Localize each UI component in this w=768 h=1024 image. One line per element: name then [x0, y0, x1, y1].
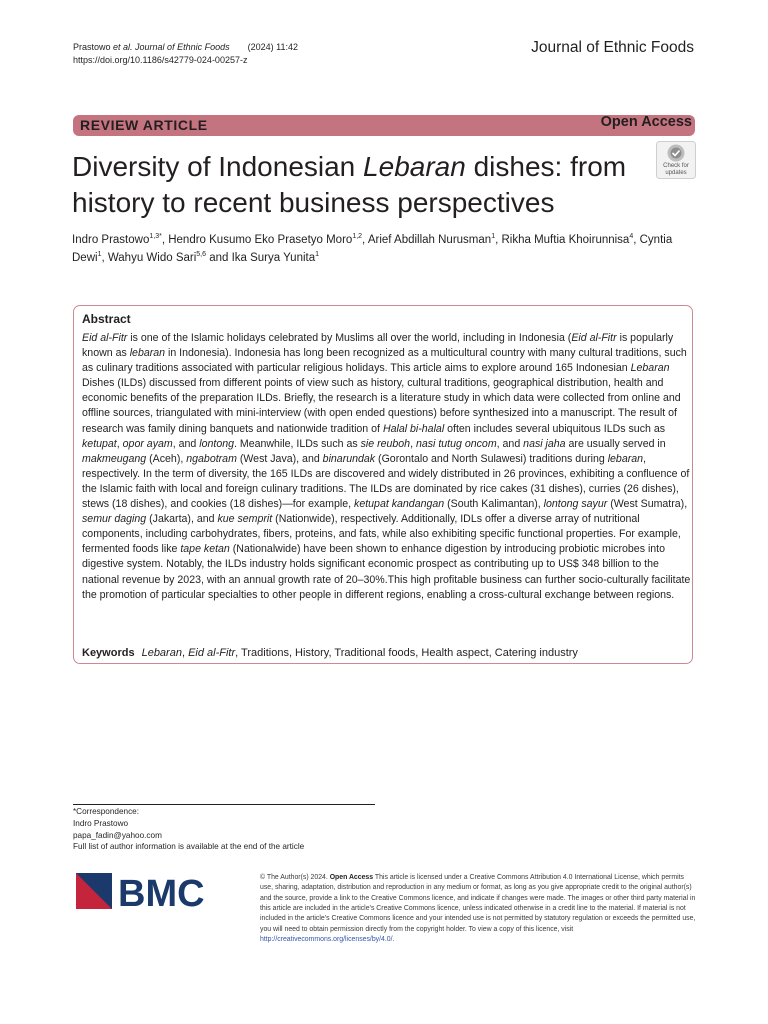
abstract-heading: Abstract — [82, 312, 131, 326]
author-separator: , — [362, 234, 368, 246]
author-list — [72, 231, 698, 267]
author-separator: , — [633, 234, 640, 246]
article-title — [72, 149, 662, 221]
abstract-segment: semur daging — [82, 513, 147, 526]
bmc-logo-icon — [76, 873, 216, 913]
author-affiliation: 1 — [491, 233, 496, 240]
author-name: Ika Surya Yunita — [231, 252, 316, 264]
abstract-segment: often includes several ubiquitous ILDs such as — [444, 422, 666, 435]
open-access-label: Open Access — [600, 114, 692, 130]
license-open-access: Open Access — [329, 874, 374, 881]
author-name: Cyntia Dewi — [72, 234, 673, 264]
header-year-volume: (2024) 11:42 — [247, 42, 298, 52]
abstract-segment: Eid al-Fitr — [571, 332, 617, 344]
abstract-segment: nasi jaha — [523, 437, 566, 450]
article-type-banner — [73, 115, 695, 136]
abstract-segment: (Nationalwide) have been shown to enhance digestion by introducing probiotic microbes into digestive system. Notably, the ILDs industry holds significant economic prospect as contributing up to US$ 348 billion to the national revenue by 2023, with an annual growth rate of 20–30%.This high profitable business can further socio-culturally facilitate the promotion of particular specialties to other people in different regions, enabling a cross-cultural exchange between regions. — [82, 543, 691, 601]
abstract-segment: binarundak — [322, 452, 376, 465]
title-part-2: dishes: from history to recent business perspectives — [72, 151, 627, 218]
keyword-segment: , — [181, 647, 189, 659]
author-affiliation: 5,6 — [196, 251, 206, 258]
abstract-segment: Dishes (ILDs) discussed from different points of view such as history, cultural traditions, geographical distribution, health and economic benefits of the preparation ILDs. Briefly, the research is a literature study in which data were collected from online and offline sources, triangulated with mini-interview (with open ended questions) before synthesized into a manuscript. The result of research was family dining banquets and nationwide tradition of — [82, 377, 681, 435]
header-author: Prastowo — [73, 42, 114, 52]
author-separator: , — [495, 234, 502, 246]
author-affiliation: 1,3* — [149, 233, 162, 240]
license-link[interactable]: http://creativecommons.org/licenses/by/4.0/ — [260, 936, 393, 944]
abstract-segment: . Meanwhile, ILDs such as — [234, 437, 361, 450]
license-body: This article is licensed under a Creative Commons Attribution 4.0 International License, which permits use, sharing, adaptation, distribution and reproduction in any medium or format, as long as you give appropriate credit to the original author(s) and the source, provide a link to the Creative Commons licence, and indicate if changes were made. The images or other third party material in this article are included in the article’s Creative Commons licence, unless indicated otherwise in a credit line to the material. If material is not included in the article’s Creative Commons licence and your intended use is not permitted by statutory regulation or exceeds the permitted use, you will need to obtain permission directly from the copyright holder. To view a copy of this licence, visit — [260, 874, 696, 933]
title-part-1: Diversity of Indonesian — [72, 151, 364, 182]
abstract-segment: lontong sayur — [543, 498, 608, 511]
abstract-segment: ngabotram — [186, 452, 237, 465]
check-for-updates-badge[interactable] — [656, 141, 696, 179]
check-updates-line2: updates — [665, 169, 687, 176]
abstract-segment: kue semprit — [217, 513, 273, 526]
running-header — [73, 41, 298, 67]
abstract-segment: (Gorontalo and North Sulawesi) traditions during — [375, 452, 608, 465]
abstract-segment: is one of the Islamic holidays celebrated by Muslims all over the world, including in Indonesia ( — [127, 332, 572, 344]
abstract-segment: (Aceh), — [146, 452, 187, 465]
abstract-text — [82, 331, 693, 603]
abstract-segment: (West Java), and — [236, 452, 323, 465]
abstract-segment: tape ketan — [180, 543, 230, 556]
author-name: Hendro Kusumo Eko Prasetyo Moro — [168, 234, 353, 246]
author-affiliation: 1,2 — [352, 233, 363, 240]
correspondence-footnote — [73, 806, 304, 853]
abstract-segment: Halal bi-halal — [382, 422, 445, 435]
article-type-label: REVIEW ARTICLE — [80, 117, 208, 133]
abstract-segment: , — [116, 437, 123, 450]
abstract-segment: are usually served in — [565, 437, 666, 450]
author-info-note: Full list of author information is available at the end of the article — [73, 842, 305, 852]
abstract-segment: makmeugang — [82, 452, 147, 465]
author-affiliation: 1 — [97, 251, 102, 258]
author-separator: , — [101, 252, 108, 264]
keywords-label: Keywords — [82, 647, 135, 659]
author-affiliation: 4 — [629, 233, 634, 240]
keywords-text — [142, 647, 578, 659]
abstract-segment: (Nationwide), respectively. Additionally, IDLs offer a diverse array of nutritional components, including carbohydrates, fibers, proteins, and fats, while also exhibiting specific functional properties. For example, fermented foods like — [82, 513, 681, 556]
check-updates-caption — [656, 163, 696, 176]
abstract-segment: (Jakarta), and — [146, 513, 218, 526]
correspondence-email[interactable]: papa_fadin@yahoo.com — [73, 830, 162, 840]
header-journal-citation: et al. Journal of Ethnic Foods — [113, 42, 230, 52]
abstract-segment: , and — [496, 437, 524, 450]
abstract-segment: opor ayam — [122, 437, 173, 450]
correspondence-name: Indro Prastowo — [73, 818, 129, 828]
copyright: © The Author(s) 2024. — [260, 874, 330, 881]
author-name: Indro Prastowo — [72, 234, 150, 246]
abstract-segment: , respectively. In the term of diversity, the 165 ILDs are discovered and widely distributed in 26 provinces, exhibiting a confluence of the Islamic faith with local and foreign culinary traditions. The ILDs are dominated by rice cakes (31 dishes), curries (26 dishes), stews (18 dishes), and cookies (18 dishes)—for example, — [82, 452, 690, 511]
abstract-segment: ketupat — [82, 437, 117, 450]
abstract-segment: (South Kalimantan), — [444, 498, 544, 511]
abstract-segment: lontong — [199, 437, 234, 450]
journal-name: Journal of Ethnic Foods — [531, 39, 694, 56]
author-name: Wahyu Wido Sari — [107, 252, 197, 264]
abstract-segment: , and — [172, 437, 200, 450]
keywords — [82, 647, 578, 659]
abstract-segment: lebaran — [129, 347, 166, 360]
author-separator: , — [161, 234, 169, 246]
footnote-rule — [73, 804, 375, 805]
author-name: Arief Abdillah Nurusman — [367, 234, 492, 246]
author-affiliation: 1 — [315, 251, 320, 258]
author-separator: and — [206, 252, 232, 264]
abstract-segment: (West Sumatra), — [607, 498, 688, 511]
bmc-logo — [76, 873, 216, 913]
abstract-segment: sie reuboh — [360, 437, 411, 450]
abstract-segment: Eid al-Fitr — [82, 332, 128, 344]
keyword-segment: Lebaran — [141, 647, 182, 659]
abstract-segment: ketupat kandangan — [354, 498, 445, 511]
abstract-segment: lebaran — [607, 452, 644, 465]
keyword-segment: Eid al-Fitr — [188, 647, 236, 659]
correspondence-label: *Correspondence: — [73, 807, 139, 816]
license-end: . — [392, 936, 395, 944]
author-name: Rikha Muftia Khoirunnisa — [501, 234, 630, 246]
citation-line — [73, 41, 298, 54]
bmc-logo-text: BMC — [118, 873, 205, 913]
abstract-segment: in Indonesia). Indonesia has long been recognized as a multicultural country with many cultural traditions, such as culinary traditions associated with particular religious holidays. This article aims to explore around 165 Indonesian — [82, 347, 687, 375]
check-updates-line1: Check for — [663, 163, 689, 169]
abstract-segment: nasi tutug oncom — [415, 437, 497, 450]
title-italic: Lebaran — [363, 151, 466, 182]
doi-link[interactable]: https://doi.org/10.1186/s42779-024-00257-z — [73, 55, 248, 65]
abstract-segment: is popularly known as — [82, 332, 674, 360]
abstract-segment: Lebaran — [630, 362, 670, 375]
license-text — [260, 873, 696, 945]
abstract-segment: , — [410, 437, 416, 450]
keyword-segment: , Traditions, History, Traditional foods, Health aspect, Catering industry — [235, 647, 578, 659]
